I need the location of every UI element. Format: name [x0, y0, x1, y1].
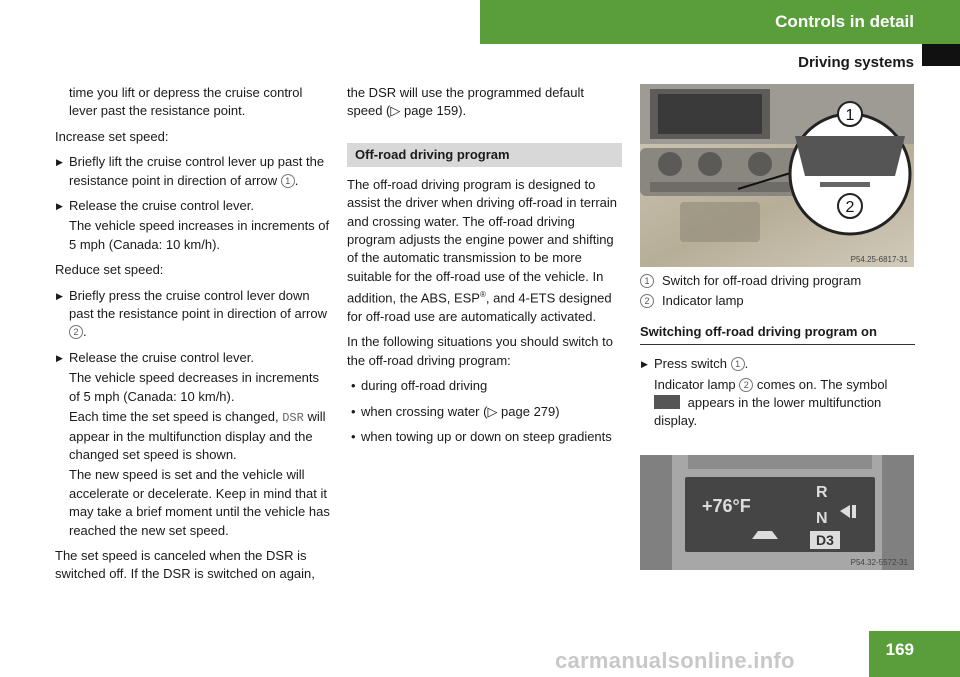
offroad-section-title: Off-road driving program: [347, 143, 622, 167]
left-continued-text: time you lift or depress the cruise control lever past the resistance point.: [69, 85, 303, 119]
callout-ref: 1: [731, 357, 745, 371]
bullet-dot-icon: •: [351, 378, 356, 394]
situation-text: when towing up or down on steep gradients: [361, 429, 612, 445]
arrow-bullet-icon: ▶: [56, 290, 63, 301]
arrow-bullet-icon: ▶: [56, 201, 63, 212]
bullet-dot-icon: •: [351, 429, 356, 445]
photo-callout-2: 2: [845, 199, 855, 216]
legend-number: 2: [640, 294, 654, 308]
photo-callout-1: 1: [845, 107, 855, 124]
situations-text: In the following situations you should switch to the off-road driving program:: [347, 334, 613, 368]
page-number: 169: [885, 640, 914, 659]
reduce-step-1-text: Briefly press the cruise control lever down past the resistance point in direction of arrow: [69, 287, 327, 322]
header-title: Controls in detail: [775, 12, 914, 31]
set-note-a: Each time the set speed is changed,: [69, 409, 279, 425]
increase-step-1-text: Briefly lift the cruise control lever up past the resistance point in direction of arrow: [69, 154, 325, 188]
dsr-display-text: DSR: [282, 411, 304, 426]
console-photo: [640, 84, 914, 267]
situation-text: during off-road driving: [361, 378, 488, 394]
header-subtitle: Driving systems: [798, 54, 914, 71]
watermark: carmanualsonline.info: [555, 648, 795, 673]
reduce-step-2-text: Release the cruise control lever.: [69, 349, 254, 365]
display-photo: [640, 455, 914, 570]
switching-step-text: Press switch: [654, 356, 727, 372]
legend-text: Indicator lamp: [662, 293, 744, 309]
new-speed-note: The new speed is set and the vehicle will accelerate or decelerate. Keep in mind that it may take a brief moment until the vehicle has reached the new set speed.: [69, 467, 330, 538]
photo-code: P54.25-6817-31: [850, 255, 908, 264]
reduce-heading: Reduce set speed:: [55, 262, 164, 278]
arrow-bullet-icon: ▶: [56, 157, 63, 168]
callout-ref: 1: [281, 174, 295, 188]
switching-on-title: Switching off-road driving program on: [640, 323, 915, 345]
offroad-symbol-icon: [654, 395, 680, 409]
increase-step-2: [55, 197, 330, 215]
legend-item-2: [640, 292, 915, 310]
offroad-intro: [347, 176, 622, 327]
situation-item: [347, 403, 622, 421]
middle-column: [347, 84, 622, 453]
reduce-step-2: [55, 349, 330, 367]
legend-item-1: [640, 272, 915, 290]
registered-mark: ®: [479, 290, 486, 300]
situation-text: when crossing water (▷ page 279): [361, 403, 560, 419]
intro-text-a: The off-road driving program is designed to assist the driver when driving off-road in terrain and crossing water. The off-road driving program adjusts the engine power and shifting of the automatic transmission to be more suitable for the off-road use of the vehicle. In addition, the ABS, ESP: [347, 176, 617, 306]
reduce-detail: The vehicle speed decreases in increments of 5 mph (Canada: 10 km/h).: [69, 370, 320, 404]
display-gear-n: N: [816, 510, 828, 527]
bullet-dot-icon: •: [351, 403, 356, 419]
switching-step-1: ▶ Press switch 1 .: [640, 355, 915, 373]
increase-detail: The vehicle speed increases in increments of 5 mph (Canada: 10 km/h).: [69, 218, 330, 252]
left-column: [55, 84, 330, 591]
set-speed-change-note: [55, 408, 330, 464]
display-gear-r: R: [816, 484, 828, 501]
set-note-b: will appear in the multifunction display and the changed set speed is shown.: [69, 409, 326, 462]
canceled-note: The set speed is canceled when the DSR is switched off. If the DSR is switched on again,: [55, 547, 315, 582]
switching-step-detail: [640, 376, 915, 431]
arrow-bullet-icon: ▶: [641, 359, 648, 370]
increase-step-2-text: Release the cruise control lever.: [69, 198, 254, 214]
display-gear-d: D3: [816, 532, 834, 548]
reduce-step-1: ▶ Briefly press the cruise control lever down past the resistance point in direction of arrow 2 .: [56, 287, 327, 340]
situation-item: [347, 377, 622, 395]
callout-ref: 2: [69, 325, 83, 339]
display-temperature: +76°F: [702, 496, 751, 516]
photo-code: P54.32-5572-31: [850, 558, 908, 567]
arrow-bullet-icon: ▶: [56, 352, 63, 363]
increase-heading: Increase set speed:: [55, 128, 169, 144]
intro-text-b: , and 4-ETS designed for off-road use are automatically activated.: [347, 290, 612, 324]
right-column: [640, 272, 915, 438]
detail-a: Indicator lamp: [654, 376, 736, 392]
page-number-band: [869, 631, 960, 677]
legend-text: Switch for off-road driving program: [662, 273, 862, 288]
detail-c: appears in the lower multifunction display.: [654, 395, 882, 429]
legend-number: 1: [640, 274, 654, 288]
situation-item: [347, 428, 622, 446]
increase-step-1: ▶ Briefly lift the cruise control lever up past the resistance point in direction of arrow 1 .: [56, 154, 325, 188]
callout-ref: 2: [739, 378, 753, 392]
middle-continued-text: the DSR will use the programmed default speed (▷ page 159).: [347, 85, 585, 119]
header-marker: [922, 44, 960, 66]
detail-b: comes on. The symbol: [756, 376, 888, 392]
